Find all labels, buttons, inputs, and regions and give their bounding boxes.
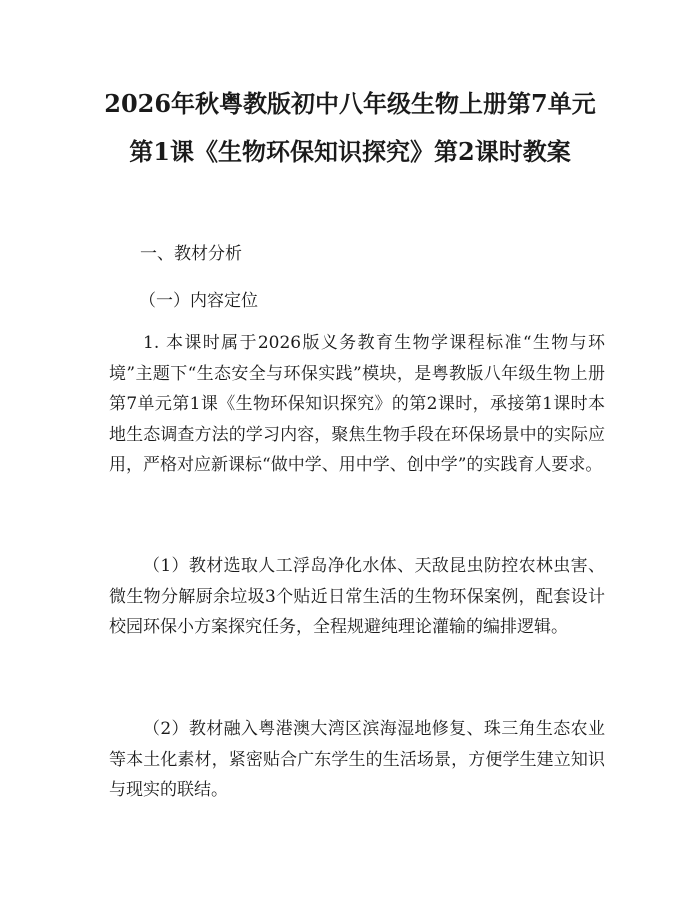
paragraph: （2）教材融入粤港澳大湾区滨海湿地修复、珠三角生态农业等本土化素材，紧密贴合广东学生的生活场景，方便学生建立知识与现实的联结。 — [109, 719, 605, 800]
paragraph: 1. 本课时属于2026版义务教育生物学课程标准“生物与环境”主题下“生态安全与环保实践”模块，是粤教版八年级生物上册第7单元第1课《生物环保知识探究》的第2课时，承接第1课时本地生态调查方法的学习内容，聚焦生物手段在环保场景中的实际应用，严格对应新课标“做中学、用中学、创中学”的实践育人要求。 — [109, 333, 605, 475]
subsection-heading: （一）内容定位 — [139, 291, 258, 311]
paragraph: （1）教材选取人工浮岛净化水体、天敌昆虫防控农林虫害、微生物分解厨余垃圾3个贴近日常生活的生物环保案例，配套设计校园环保小方案探究任务，全程规避纯理论灌输的编排逻辑。 — [109, 556, 605, 637]
section-heading: 一、教材分析 — [140, 244, 242, 264]
document-title: 2026年秋粤教版初中八年级生物上册第7单元第1课《生物环保知识探究》第2课时教案 — [104, 89, 596, 166]
